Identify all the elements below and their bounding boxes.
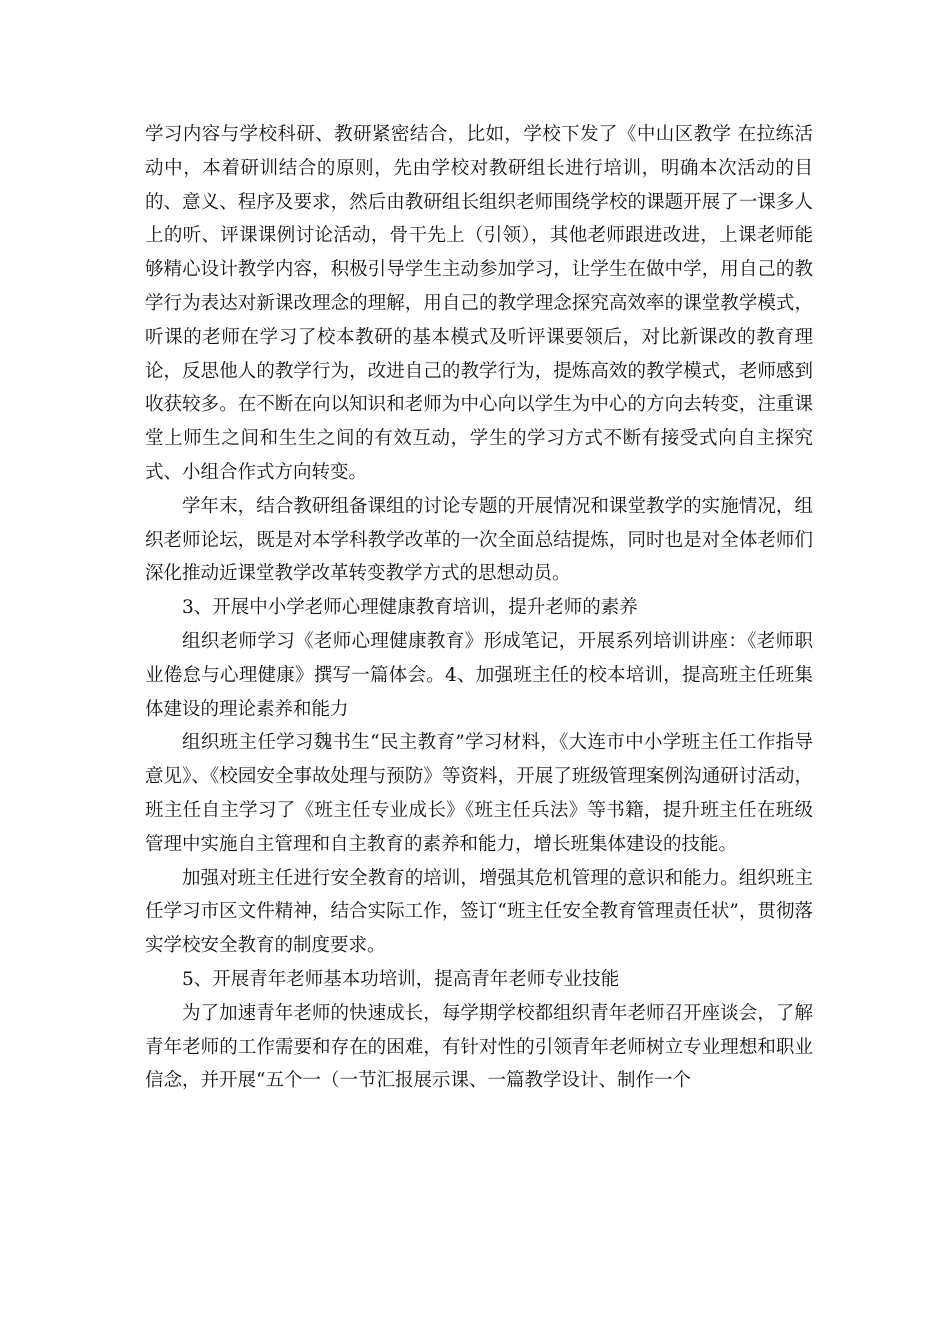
paragraph-young-teacher-growth: 为了加速青年老师的快速成长，每学期学校都组织青年老师召开座谈会，了解青年老师的工作需要和存在的困难，有针对性的引领青年老师树立专业理想和职业信念，并开展“五个一（一节汇报展示课、一篇教学设计、制作一个 [145,1002,813,1092]
paragraph-year-end-forum: 学年末，结合教研组备课组的讨论专题的开展情况和课堂教学的实施情况，组织老师论坛，既是对本学科教学改革的一次全面总结提炼，同时也是对全体老师们深化推动近课堂教学改革转变教学方式的思想动员。 [145,495,813,585]
paragraph-head-teacher-study: 组织班主任学习魏书生“民主教育”学习材料，《大连市中小学班主任工作指导意见》、《校园安全事故处理与预防》等资料，开展了班级管理案例沟通研讨活动，班主任自主学习了《班主任专业成长》《班主任兵法》等书籍，提升班主任在班级管理中实施自主管理和自主教育的素养和能力，增长班集体建设的技能。 [145,732,813,855]
paragraph-mental-health-study: 组织老师学习《老师心理健康教育》形成笔记，开展系列培训讲座：《老师职业倦怠与心理健康》撰写一篇体会。4、加强班主任的校本培训，提高班主任班集体建设的理论素养和能力 [145,630,813,720]
paragraph-teaching-research: 学习内容与学校科研、教研紧密结合，比如，学校下发了《中山区教学 在拉练活动中，本着研训结合的原则，先由学校对教研组长进行培训，明确本次活动的目的、意义、程序及要求，然后由教研组长组织老师围绕学校的课题开展了一课多人上的听、评课课例讨论活动，骨干先上（引领），其他老师跟进改进，上课老师能够精心设计教学内容，积极引导学生主动参加学习，让学生在做中学，用自己的教学行为表达对新课改理念的理解，用自己的教学理念探究高效率的课堂教学模式，听课的老师在学习了校本教研的基本模式及听评课要领后，对比新课改的教育理论，反思他人的教学行为，改进自己的教学行为，提炼高效的教学模式，老师感到收获较多。在不断在向以知识和老师为中心向以学生为中心的方向去转变，注重课堂上师生之间和生生之间的有效互动，学生的学习方式不断有接受式向自主探究式、小组合作式方向转变。 [145,124,813,483]
document-body [145,118,813,1098]
heading-mental-health-training: 3、开展中小学老师心理健康教育培训，提升老师的素养 [182,597,638,619]
heading-young-teacher-training: 5、开展青年老师基本功培训，提高青年老师专业技能 [182,968,620,990]
paragraph-safety-training: 加强对班主任进行安全教育的培训，增强其危机管理的意识和能力。组织班主任学习市区文件精神，结合实际工作，签订“班主任安全教育管理责任状”，贯彻落实学校安全教育的制度要求。 [145,867,813,957]
